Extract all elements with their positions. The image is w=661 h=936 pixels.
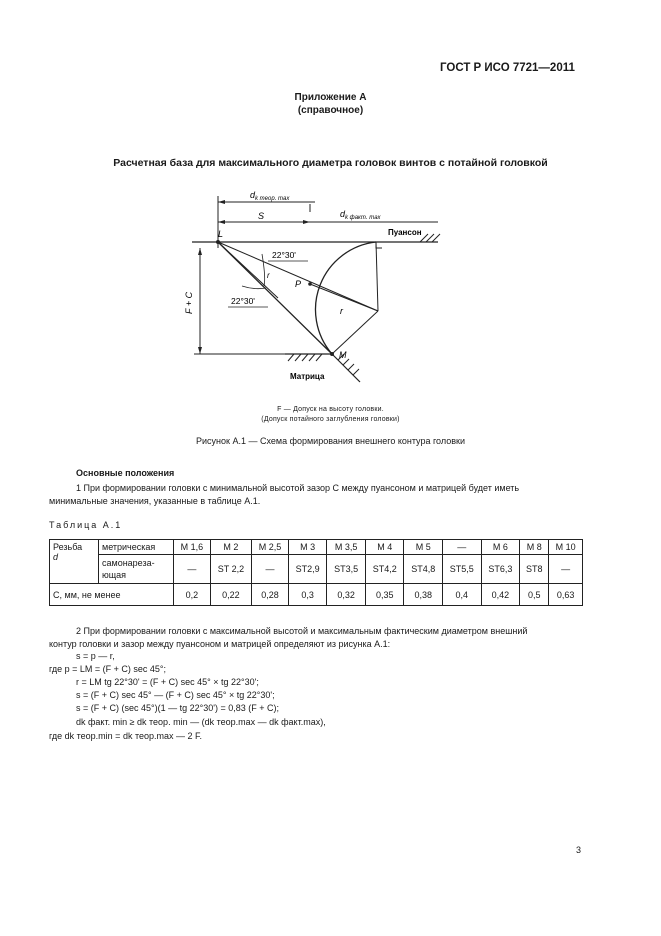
s-label: S <box>258 211 265 221</box>
figure-caption: Рисунок А.1 — Схема формирования внешнего контура головки <box>196 436 465 446</box>
table-row-metric <box>50 540 583 555</box>
self-tapping-cell: ST6,3 <box>481 555 520 584</box>
formula-7: где dk теор.min = dk теор.max — 2 F. <box>49 731 202 741</box>
small-r-label: r <box>267 271 270 280</box>
formula-1: s = p — r, <box>76 651 115 661</box>
section-title: Расчетная база для максимального диаметра головок винтов с потайной головкой <box>113 157 548 169</box>
dk-fakt-label: $d_{k факт. max}$ <box>340 209 381 221</box>
c-value-cell: 0,35 <box>365 584 404 606</box>
point-l-label: L <box>218 229 224 239</box>
appendix-subtitle: (справочное) <box>297 105 364 116</box>
document-code: ГОСТ Р ИСО 7721—2011 <box>440 62 575 74</box>
self-tapping-cell: ST3,5 <box>327 555 366 584</box>
table-label: Таблица А.1 <box>49 520 123 530</box>
page-number: 3 <box>576 845 582 855</box>
paragraph-2-line1: 2 При формировании головки с максимальной высотой и максимальным фактическим диаметром внешний <box>76 626 528 636</box>
c-label-cell: C, мм, не менее <box>50 584 174 606</box>
paragraph-1-line2: минимальные значения, указанные в таблице А.1. <box>49 496 261 506</box>
self-tapping-cell: ST 2,2 <box>210 555 251 584</box>
metric-cell: М 6 <box>481 540 520 555</box>
self-tapping-label-cell: самонареза-ющая <box>99 555 174 584</box>
metric-cell: М 5 <box>404 540 443 555</box>
table-a1 <box>49 539 583 606</box>
c-value-cell: 0,2 <box>174 584 211 606</box>
self-tapping-cell: ST2,9 <box>288 555 327 584</box>
dk-teor-label: $d_{k теор. max}$ <box>250 190 290 202</box>
self-tapping-cell: — <box>252 555 289 584</box>
c-value-cell: 0,42 <box>481 584 520 606</box>
c-value-cell: 0,5 <box>520 584 549 606</box>
metric-cell: М 2,5 <box>252 540 289 555</box>
figure-a1-diagram <box>180 186 450 391</box>
c-value-cell: 0,28 <box>252 584 289 606</box>
metric-cell: — <box>443 540 482 555</box>
formula-4: s = (F + C) sec 45° — (F + C) sec 45° × tg 22°30'; <box>76 690 275 700</box>
fc-label: F + C <box>184 291 194 314</box>
metric-cell: М 8 <box>520 540 549 555</box>
paragraph-1 <box>49 482 585 508</box>
figure-note-line2: (Допуск потайного заглубления головки) <box>261 416 400 423</box>
self-tapping-cell: ST5,5 <box>443 555 482 584</box>
self-tapping-cell: ST8 <box>520 555 549 584</box>
c-value-cell: 0,22 <box>210 584 251 606</box>
self-tapping-cell: ST4,2 <box>365 555 404 584</box>
basic-provisions-heading: Основные положения <box>76 468 175 478</box>
metric-cell: М 1,6 <box>174 540 211 555</box>
self-tapping-cell: — <box>174 555 211 584</box>
angle-bottom-label: 22°30' <box>231 296 255 306</box>
point-p-label: P <box>295 279 302 289</box>
paragraph-1-line1: 1 При формировании головки с минимальной высотой зазор C между пуансоном и матрицей будет иметь <box>76 483 520 493</box>
metric-label-cell: метрическая <box>99 540 174 555</box>
metric-cell: М 10 <box>549 540 583 555</box>
thread-label: Резьба <box>53 542 83 552</box>
point-m-label: M <box>339 350 347 360</box>
self-tapping-cell: ST4,8 <box>404 555 443 584</box>
table-row-c <box>50 584 583 606</box>
metric-cell: М 2 <box>210 540 251 555</box>
c-value-cell: 0,38 <box>404 584 443 606</box>
metric-cell: М 3 <box>288 540 327 555</box>
self-tapping-cell: — <box>549 555 583 584</box>
appendix-title: Приложение А <box>294 92 367 103</box>
formula-6: dk факт. min ≥ dk теор. min — (dk теор.max — dk факт.max), <box>76 717 326 727</box>
paragraph-2 <box>49 625 585 651</box>
table-row-self-tapping <box>50 555 583 584</box>
die-label: Матрица <box>290 372 325 381</box>
angle-top-label: 22°30' <box>272 250 296 260</box>
formula-5: s = (F + C) (sec 45°)(1 — tg 22°30') = 0,83 (F + C); <box>76 703 279 713</box>
c-value-cell: 0,63 <box>549 584 583 606</box>
c-value-cell: 0,3 <box>288 584 327 606</box>
figure-note-line1: F — Допуск на высоту головки. <box>277 406 384 413</box>
metric-cell: М 4 <box>365 540 404 555</box>
punch-label: Пуансон <box>388 228 422 237</box>
c-value-cell: 0,32 <box>327 584 366 606</box>
metric-cell: М 3,5 <box>327 540 366 555</box>
thread-label-cell <box>50 540 99 584</box>
radius-r-label: r <box>340 306 343 316</box>
thread-label-sub: d <box>53 552 59 562</box>
paragraph-2-line2: контур головки и зазор между пуансоном и матрицей определяют из рисунка А.1: <box>49 639 391 649</box>
c-value-cell: 0,4 <box>443 584 482 606</box>
formula-2: где p = LM = (F + C) sec 45°; <box>49 664 167 674</box>
formula-3: r = LM tg 22°30' = (F + C) sec 45° × tg 22°30'; <box>76 677 259 687</box>
